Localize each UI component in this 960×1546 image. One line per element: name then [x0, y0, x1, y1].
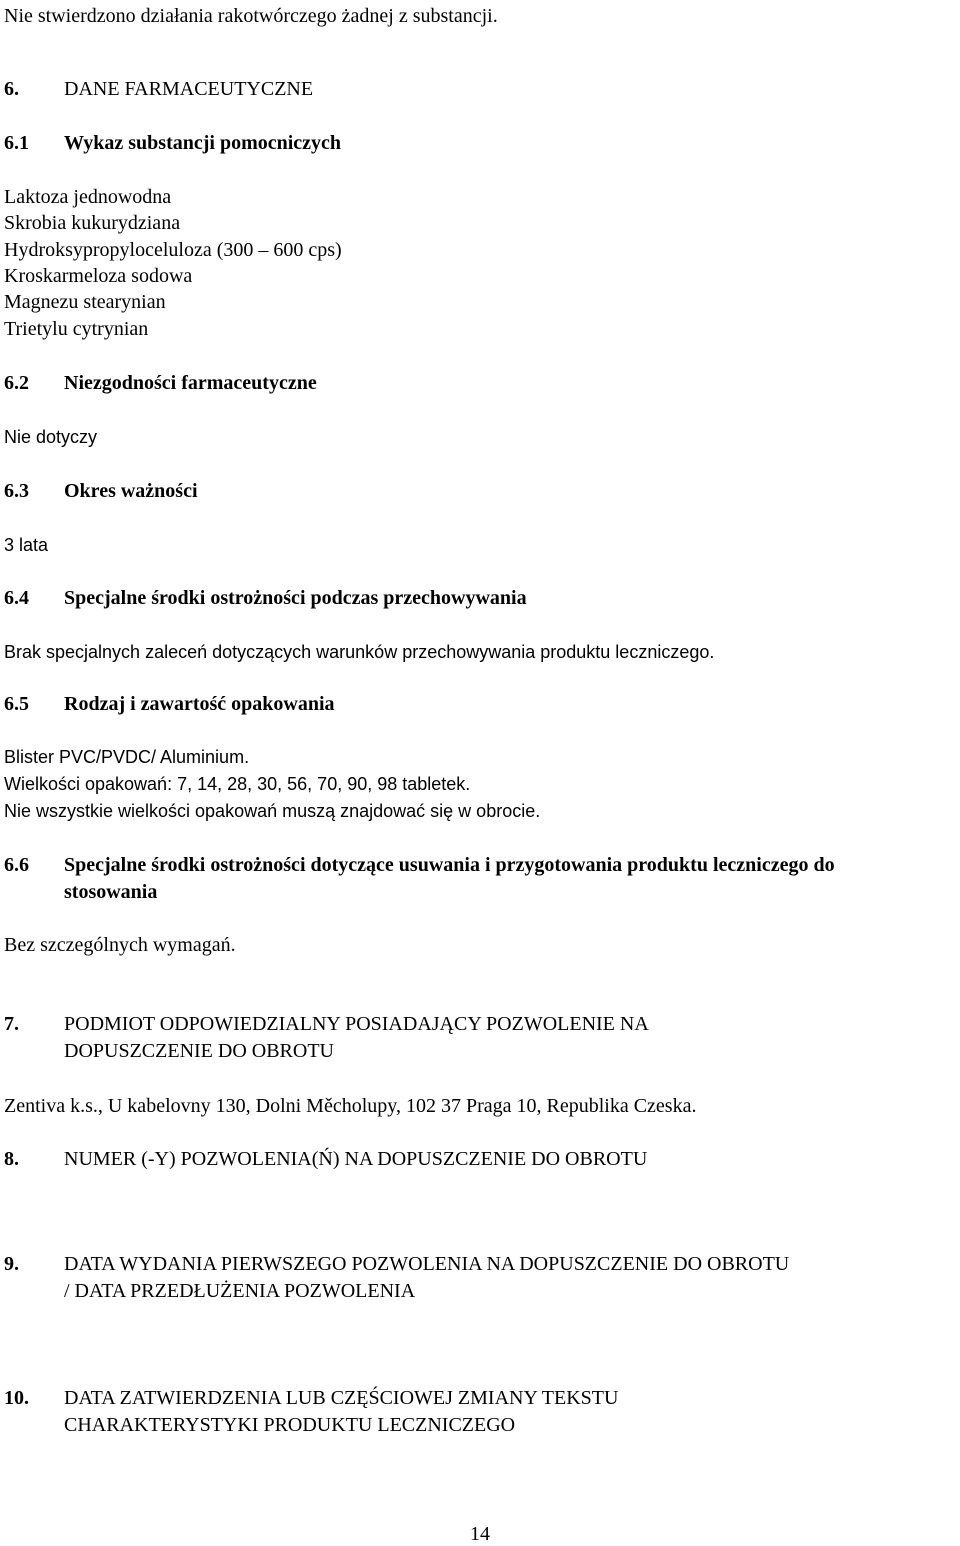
excipient-item: Trietylu cytrynian: [4, 318, 149, 340]
section-6-5-line: Wielkości opakowań: 7, 14, 28, 30, 56, 70, 90, 98 tabletek.: [4, 774, 471, 794]
section-6-4-number: 6.4: [4, 587, 29, 609]
section-6-2-number: 6.2: [4, 372, 29, 394]
section-6-5-title: Rodzaj i zawartość opakowania: [64, 693, 335, 715]
section-6-3-body: 3 lata: [4, 535, 49, 555]
section-6-1-title: Wykaz substancji pomocniczych: [64, 132, 342, 154]
section-6-5-line: Nie wszystkie wielkości opakowań muszą znajdować się w obrocie.: [4, 801, 541, 821]
section-6-4-title: Specjalne środki ostrożności podczas przechowywania: [64, 587, 527, 609]
section-6-1-number: 6.1: [4, 132, 29, 154]
section-6-6-number: 6.6: [4, 854, 29, 876]
section-8-number: 8.: [4, 1148, 19, 1170]
section-7-body: Zentiva k.s., U kabelovny 130, Dolni Měcholupy, 102 37 Praga 10, Republika Czeska.: [4, 1095, 697, 1117]
section-10-title-line-2: CHARAKTERYSTYKI PRODUKTU LECZNICZEGO: [64, 1414, 516, 1436]
excipient-item: Laktoza jednowodna: [4, 186, 172, 208]
section-6-5-line: Blister PVC/PVDC/ Aluminium.: [4, 747, 250, 767]
excipient-item: Magnezu stearynian: [4, 291, 166, 313]
section-6-2-title: Niezgodności farmaceutyczne: [64, 372, 317, 394]
section-7-number: 7.: [4, 1013, 19, 1035]
section-6-3-title: Okres ważności: [64, 480, 198, 502]
section-6-5-number: 6.5: [4, 693, 29, 715]
excipient-item: Skrobia kukurydziana: [4, 212, 181, 234]
section-7-title-line-1: PODMIOT ODPOWIEDZIALNY POSIADAJĄCY POZWOLENIE NA: [64, 1013, 649, 1035]
section-6-6-title-line-2: stosowania: [64, 881, 158, 903]
page-number: 14: [470, 1523, 490, 1545]
excipient-item: Hydroksypropyloceluloza (300 – 600 cps): [4, 239, 342, 261]
section-6-2-body: Nie dotyczy: [4, 427, 98, 447]
section-10-title-line-1: DATA ZATWIERDZENIA LUB CZĘŚCIOWEJ ZMIANY TEKSTU: [64, 1387, 619, 1409]
section-6-4-body: Brak specjalnych zaleceń dotyczących warunków przechowywania produktu leczniczego.: [4, 642, 715, 662]
section-6-number: 6.: [4, 78, 19, 100]
excipient-item: Kroskarmeloza sodowa: [4, 265, 193, 287]
intro-text: Nie stwierdzono działania rakotwórczego żadnej z substancji.: [4, 5, 498, 27]
section-9-title-line-2: / DATA PRZEDŁUŻENIA POZWOLENIA: [64, 1280, 416, 1302]
section-7-title-line-2: DOPUSZCZENIE DO OBROTU: [64, 1040, 334, 1062]
section-9-title-line-1: DATA WYDANIA PIERWSZEGO POZWOLENIA NA DOPUSZCZENIE DO OBROTU: [64, 1253, 790, 1275]
section-8-title: NUMER (-Y) POZWOLENIA(Ń) NA DOPUSZCZENIE DO OBROTU: [64, 1148, 648, 1170]
section-10-number: 10.: [4, 1387, 29, 1409]
section-6-6-title-line-1: Specjalne środki ostrożności dotyczące usuwania i przygotowania produktu leczniczego do: [64, 854, 835, 876]
section-6-title: DANE FARMACEUTYCZNE: [64, 78, 314, 100]
section-6-6-body: Bez szczególnych wymagań.: [4, 934, 236, 956]
section-6-3-number: 6.3: [4, 480, 29, 502]
section-9-number: 9.: [4, 1253, 19, 1275]
